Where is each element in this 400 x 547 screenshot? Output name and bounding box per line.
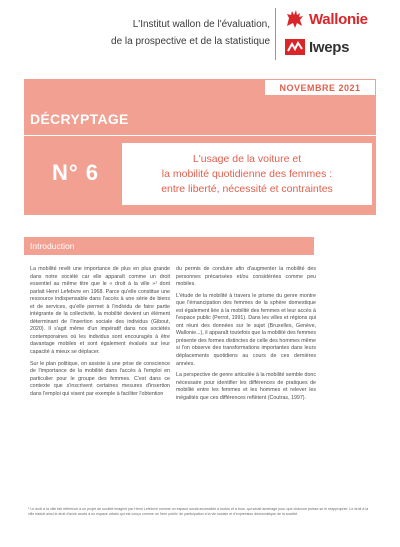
institute-line-2: de la prospective et de la statistique <box>111 36 270 47</box>
date-badge: NOVEMBRE 2021 <box>264 79 376 96</box>
title-line-1: L'usage de la voiture et <box>192 152 302 165</box>
paragraph: La mobilité revêt une importance de plus en plus grande dans notre société car elle apparaît comme un droit essentiel au même titre que le « droit à la ville »¹ dont parlait Henri Lefebvre en 1968. Parce qu'elle constitue une ressource indispensable dans l'accès à une série de biens et de services, qu'elle permet à l'individu de faire partie intégrante de la collectivité, la mobilité devient un élément déterminant de l'insertion sociale des individus (Gibout, 2020). Il s'agit même d'un impératif dans nos sociétés contemporaines où les individus sont encouragés à être davantage mobiles et sont également évalués sur leur capacité à mieux se déplacer. <box>30 266 170 356</box>
paragraph: Sur le plan politique, on assiste à une prise de conscience de l'importance de la mobilité dans l'accès à l'emploi en particulier pour le groupe des femmes. C'est dans ce contexte que s'inscrivent certaines mesures d'insertion dans l'emploi qui visent par exemple à faciliter l'obtention <box>30 360 170 397</box>
band-divider <box>24 135 376 136</box>
iweps-mark-icon <box>284 36 306 58</box>
wallonie-logo <box>284 8 368 30</box>
title-line-2: la mobilité quotidienne des femmes : <box>161 167 333 180</box>
header-divider <box>275 8 276 60</box>
institute-name <box>38 16 270 50</box>
section-label: DÉCRYPTAGE <box>30 111 129 127</box>
iweps-logo <box>284 36 349 58</box>
institute-line-1: L'Institut wallon de l'évaluation, <box>132 19 270 30</box>
issue-number: N° 6 <box>52 160 100 185</box>
introduction-heading: Introduction <box>24 237 314 255</box>
document-title <box>161 152 333 197</box>
title-band <box>24 79 376 215</box>
document-title-box <box>122 143 372 205</box>
paragraph: du permis de conduire afin d'augmenter la mobilité des personnes précarisées et/ou considérées comme peu mobiles. <box>176 266 316 288</box>
wallonie-logo-text: Wallonie <box>309 10 368 28</box>
paragraph: L'étude de la mobilité à travers le prisme du genre montre que l'émancipation des femmes de la sphère domestique est également liée à la mobilité des femmes et leur accès à l'espace public (Perrot, 1991). Dans les villes et régions qui ont réuni des données sur le sujet (Bruxelles, Genève, Wallonie...), il apparaît toutefois que la mobilité des femmes présente des formes distinctes de celle des hommes même si l'on observe des transformations importantes dans leurs déplacements quotidiens au cours de ces dernières années. <box>176 292 316 367</box>
body-column-right <box>176 266 316 406</box>
title-line-3: entre liberté, nécessité et contraintes <box>161 182 333 195</box>
footnote: ¹ Le droit à la ville fait référence à un projet de société imaginé par Henri Lefebvre comme un espace social accessible à toutes et à tous, qui serait aménagé pour que chacune puisse se le réapproprier. Le droit à la ville traduit ainsi le droit d'avoir accès à un espace urbain qui est conçu comme un 'bien public' de participation à la vie sociale et d'expression démocratique de la société. <box>28 507 369 516</box>
paragraph: La perspective de genre articulée à la mobilité semble donc nécessaire pour identifier les différences de pratiques de mobilité entre les femmes et les hommes et relever les inégalités que ces différences reflètent (Coutras, 1997). <box>176 372 316 401</box>
body-column-left <box>30 266 170 402</box>
rooster-icon <box>284 8 306 30</box>
iweps-logo-text: Iweps <box>309 38 350 56</box>
